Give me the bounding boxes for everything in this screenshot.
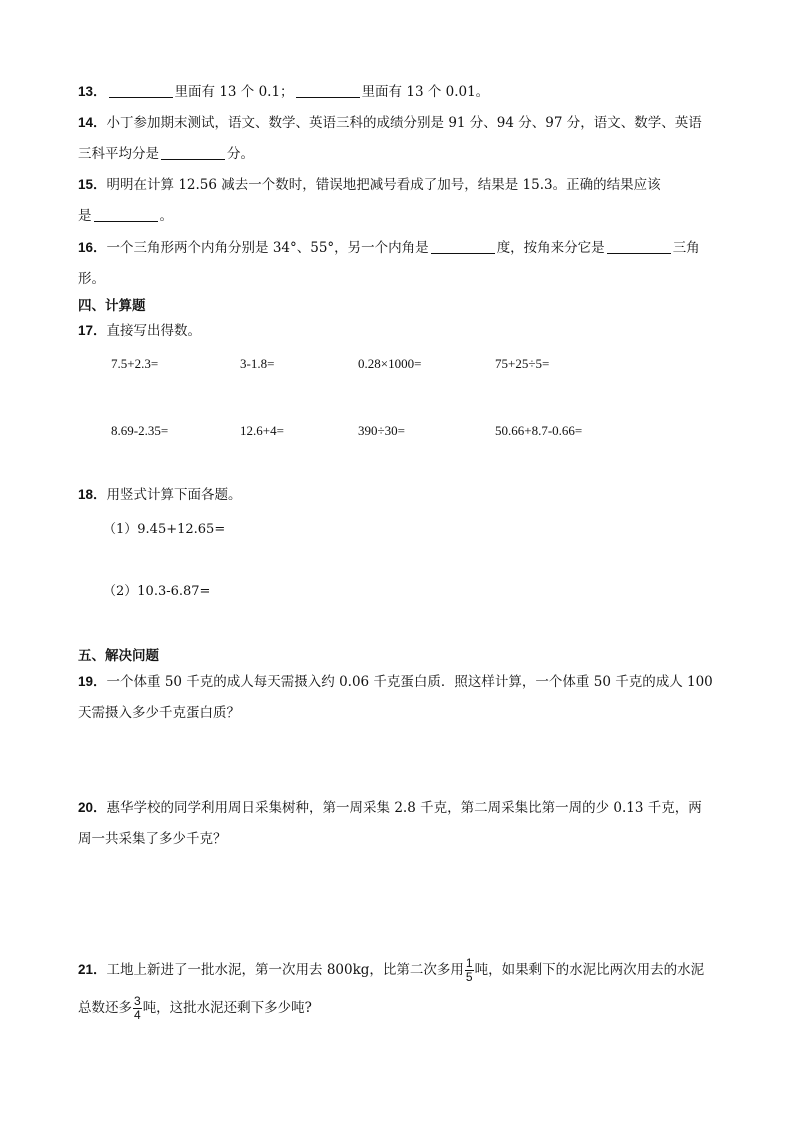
question-number: 16． (78, 240, 107, 255)
question-number: 13． (78, 84, 107, 99)
fraction-one-fifth (465, 957, 474, 984)
question-text: 。 (159, 208, 173, 224)
question-number: 15． (78, 177, 107, 192)
question-number: 18． (78, 487, 107, 502)
question-text: 度，按角来分它是 (496, 240, 605, 256)
question-15-line-2 (78, 207, 173, 225)
answer-blank[interactable] (607, 239, 671, 254)
question-19-line-2 (78, 704, 240, 722)
question-text: 周一共采集了多少千克？ (78, 831, 227, 847)
question-text: 是 (78, 208, 92, 224)
question-text: 形。 (78, 271, 105, 287)
calc-item: 0.28×1000= (358, 356, 422, 371)
question-text: 里面有 13 个 0.1； (174, 84, 294, 100)
question-15-line-1 (78, 176, 661, 194)
question-text: 用竖式计算下面各题。 (106, 487, 242, 503)
fraction-denominator: 5 (465, 970, 473, 984)
question-text: 天需摄入多少千克蛋白质？ (78, 705, 240, 721)
answer-blank[interactable] (161, 145, 225, 160)
question-text: 吨，如果剩下的水泥比两次用去的水泥 (474, 962, 705, 978)
calc-item: 12.6+4= (240, 423, 284, 438)
section-heading-problem-solving: 五、解决问题 (78, 648, 159, 664)
question-13 (78, 83, 489, 101)
answer-blank[interactable] (296, 83, 360, 98)
question-number: 17． (78, 323, 107, 338)
calc-item: 7.5+2.3= (111, 356, 159, 371)
question-text: 一个三角形两个内角分别是 34°、55°，另一个内角是 (106, 240, 429, 256)
question-14-line-1 (78, 114, 702, 132)
calc-item: 75+25÷5= (495, 356, 550, 371)
question-text: 明明在计算 12.56 减去一个数时，错误地把减号看成了加号，结果是 15.3。正确的结果应该 (106, 177, 661, 193)
question-text: 工地上新进了一批水泥，第一次用去 800kg，比第二次多用 (106, 962, 464, 978)
question-text: 三角 (672, 240, 700, 256)
question-18 (78, 486, 242, 504)
answer-blank[interactable] (431, 239, 495, 254)
fraction-numerator: 1 (465, 956, 473, 970)
question-14-line-2 (78, 145, 254, 163)
sub-question-1: （1）9.45+12.65= (103, 522, 226, 537)
question-text: 小丁参加期末测试，语文、数学、英语三科的成绩分别是 91 分、94 分、97 分，语文、数学、英语 (106, 115, 702, 131)
fraction-three-quarters (133, 995, 142, 1022)
calc-item: 8.69-2.35= (111, 423, 169, 438)
answer-blank[interactable] (109, 83, 173, 98)
question-19-line-1 (78, 673, 713, 691)
question-text: 总数还多 (78, 1000, 132, 1016)
calc-item: 50.66+8.7-0.66= (495, 423, 583, 438)
sub-question-2: （2）10.3-6.87= (103, 584, 211, 599)
question-text: 惠华学校的同学利用周日采集树种，第一周采集 2.8 千克，第二周采集比第一周的少 0.13 千克，两 (106, 800, 702, 816)
question-text: 直接写出得数。 (106, 323, 202, 339)
question-text: 分。 (227, 146, 254, 162)
question-20-line-2 (78, 830, 227, 848)
question-16-line-1 (78, 239, 700, 257)
question-text: 里面有 13 个 0.01。 (361, 84, 490, 100)
question-21-line-2 (78, 995, 312, 1022)
question-text: 三科平均分是 (78, 146, 159, 162)
question-number: 19． (78, 674, 107, 689)
question-text: 一个体重 50 千克的成人每天需摄入约 0.06 千克蛋白质．照这样计算，一个体重 50 千克的成人 100 (106, 674, 713, 690)
question-21-line-1 (78, 957, 704, 984)
question-17 (78, 322, 201, 340)
section-heading-calculation: 四、计算题 (78, 298, 146, 314)
fraction-numerator: 3 (134, 994, 141, 1008)
fraction-denominator: 4 (134, 1008, 141, 1022)
question-number: 20． (78, 800, 107, 815)
question-number: 14． (78, 115, 107, 130)
question-text: 吨，这批水泥还剩下多少吨? (142, 1000, 312, 1016)
calc-item: 3-1.8= (240, 356, 275, 371)
answer-blank[interactable] (94, 207, 158, 222)
calc-item: 390÷30= (358, 423, 405, 438)
question-16-line-2 (78, 270, 105, 288)
question-number: 21． (78, 962, 107, 977)
question-20-line-1 (78, 799, 702, 817)
